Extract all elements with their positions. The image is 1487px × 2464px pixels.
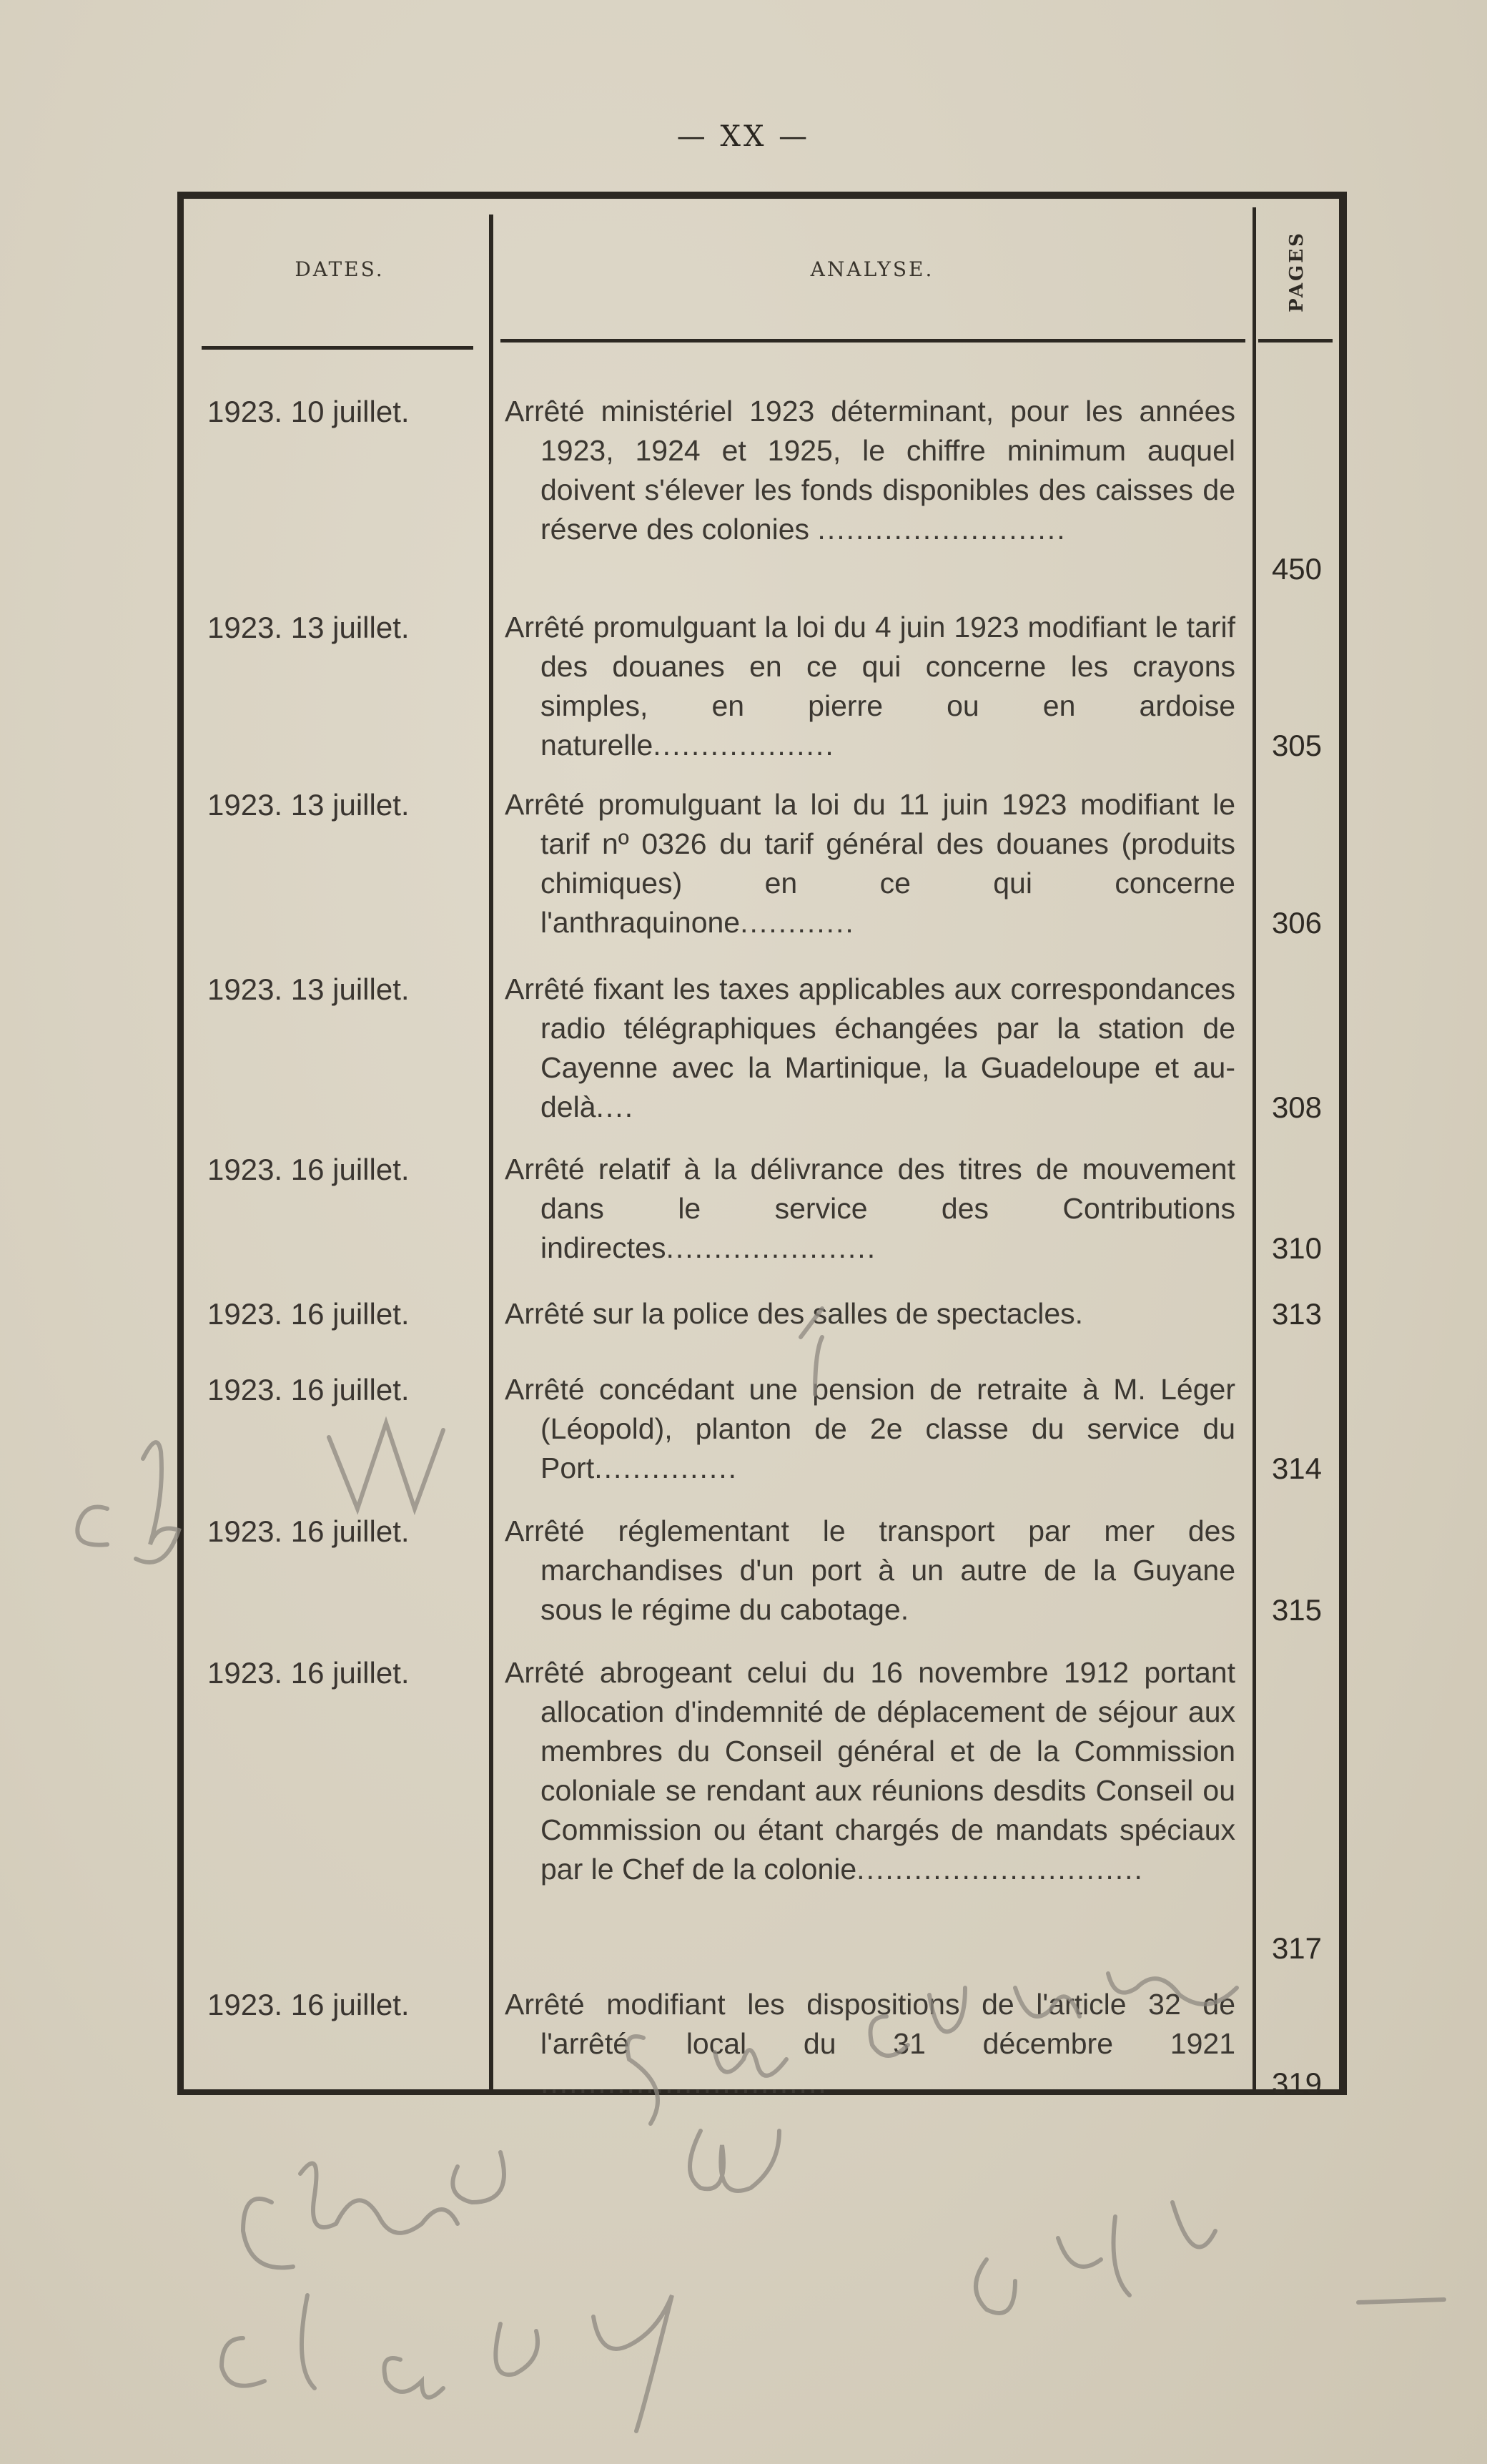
entry-text xyxy=(505,785,1235,942)
entry-leader: .............................. xyxy=(856,1853,1144,1886)
entry-analyse: Arrêté promulguant la loi du 11 juin 1923 modifiant le tarif nº 0326 du tarif général des douanes (produits chimiques) en ce qui concerne l'anthraquinone xyxy=(505,788,1235,939)
entry-page: 310 xyxy=(1271,1231,1323,1265)
entry-date: 1923. 16 juillet. xyxy=(207,1988,410,2021)
entry-date: 1923. 16 juillet. xyxy=(207,1153,410,1186)
entry-date: 1923. 16 juillet. xyxy=(207,1514,410,1548)
entry-analyse: Arrêté sur la police des salles de spectacles. xyxy=(505,1297,1084,1330)
header-rule-analyse xyxy=(500,339,1245,343)
entry-page: 305 xyxy=(1271,729,1323,762)
entry-leader: .......................... xyxy=(817,513,1067,546)
entry-page: 306 xyxy=(1271,906,1323,940)
entry-date: 1923. 16 juillet. xyxy=(207,1373,410,1406)
entry-leader: .............................. xyxy=(540,2066,828,2099)
entry-analyse: Arrêté concédant une pension de retraite à M. Léger (Léopold), planton de 2e classe du service du Port xyxy=(505,1373,1235,1484)
entry-text xyxy=(505,608,1235,765)
entry-page: 308 xyxy=(1271,1090,1323,1124)
entry-analyse: Arrêté réglementant le transport par mer des marchandises d'un port à un autre de la Guyane sous le régime du cabotage. xyxy=(505,1514,1235,1626)
entry-analyse: Arrêté promulguant la loi du 4 juin 1923 modifiant le tarif des douanes en ce qui concerne les crayons simples, en pierre ou en ardoise naturelle xyxy=(505,611,1235,762)
entry-text xyxy=(505,1294,1235,1334)
entry-page: 313 xyxy=(1271,1297,1323,1331)
entry-page: 314 xyxy=(1271,1452,1323,1485)
entry-page: 319 xyxy=(1271,2066,1323,2100)
entry-page: 450 xyxy=(1271,552,1323,586)
entry-analyse: Arrêté fixant les taxes applicables aux correspondances radio télégraphiques échangées par la station de Cayenne avec la Martinique, la Guadeloupe et au-delà xyxy=(505,972,1235,1123)
entry-leader: ................... xyxy=(653,729,835,762)
header-analyse: ANALYSE. xyxy=(810,257,934,281)
page-number: — XX — xyxy=(676,120,811,153)
entry-date: 1923. 13 juillet. xyxy=(207,611,410,644)
header-dates: DATES. xyxy=(295,257,385,281)
entry-analyse: Arrêté relatif à la délivrance des titres de mouvement dans le service des Contributions indirectes xyxy=(505,1153,1235,1264)
entry-date: 1923. 16 juillet. xyxy=(207,1656,410,1690)
header-pages xyxy=(1261,215,1333,329)
column-divider-dates xyxy=(489,215,493,2095)
entry-text xyxy=(505,970,1235,1127)
header-rule-dates xyxy=(202,346,473,350)
entry-leader: ...................... xyxy=(666,1231,877,1264)
entry-text xyxy=(505,1150,1235,1268)
entry-text xyxy=(505,1512,1235,1630)
entry-page: 315 xyxy=(1271,1593,1323,1627)
entry-analyse: Arrêté ministériel 1923 déterminant, pour les années 1923, 1924 et 1925, le chiffre minimum auquel doivent s'élever les fonds disponibles des caisses de réserve des colonies xyxy=(505,395,1235,546)
entry-leader: .... xyxy=(596,1090,635,1123)
entry-date: 1923. 16 juillet. xyxy=(207,1297,410,1331)
column-divider-pages xyxy=(1253,207,1256,2095)
entry-date: 1923. 10 juillet. xyxy=(207,395,410,428)
header-rule-pages xyxy=(1258,339,1333,343)
entry-analyse: Arrêté abrogeant celui du 16 novembre 1912 portant allocation d'indemnité de déplacement de séjour aux membres du Conseil général et de la Commission coloniale se rendant aux réunions desdits Conseil ou Commission ou étant chargés de mandats spéciaux par le Chef de la colonie xyxy=(505,1656,1235,1886)
entry-text xyxy=(505,1985,1235,2103)
entry-date: 1923. 13 juillet. xyxy=(207,788,410,822)
entry-date: 1923. 13 juillet. xyxy=(207,972,410,1006)
entry-analyse: Arrêté modifiant les dispositions de l'article 32 de l'arrêté local du 31 décembre 1921 xyxy=(505,1988,1235,2060)
header-pages-label: PAGES xyxy=(1286,231,1308,312)
entry-leader: ............... xyxy=(594,1452,738,1484)
entry-text xyxy=(505,1370,1235,1488)
entry-text xyxy=(505,392,1235,549)
entry-page: 317 xyxy=(1271,1931,1323,1965)
entry-text xyxy=(505,1653,1235,1889)
entry-leader: ............ xyxy=(740,906,855,939)
